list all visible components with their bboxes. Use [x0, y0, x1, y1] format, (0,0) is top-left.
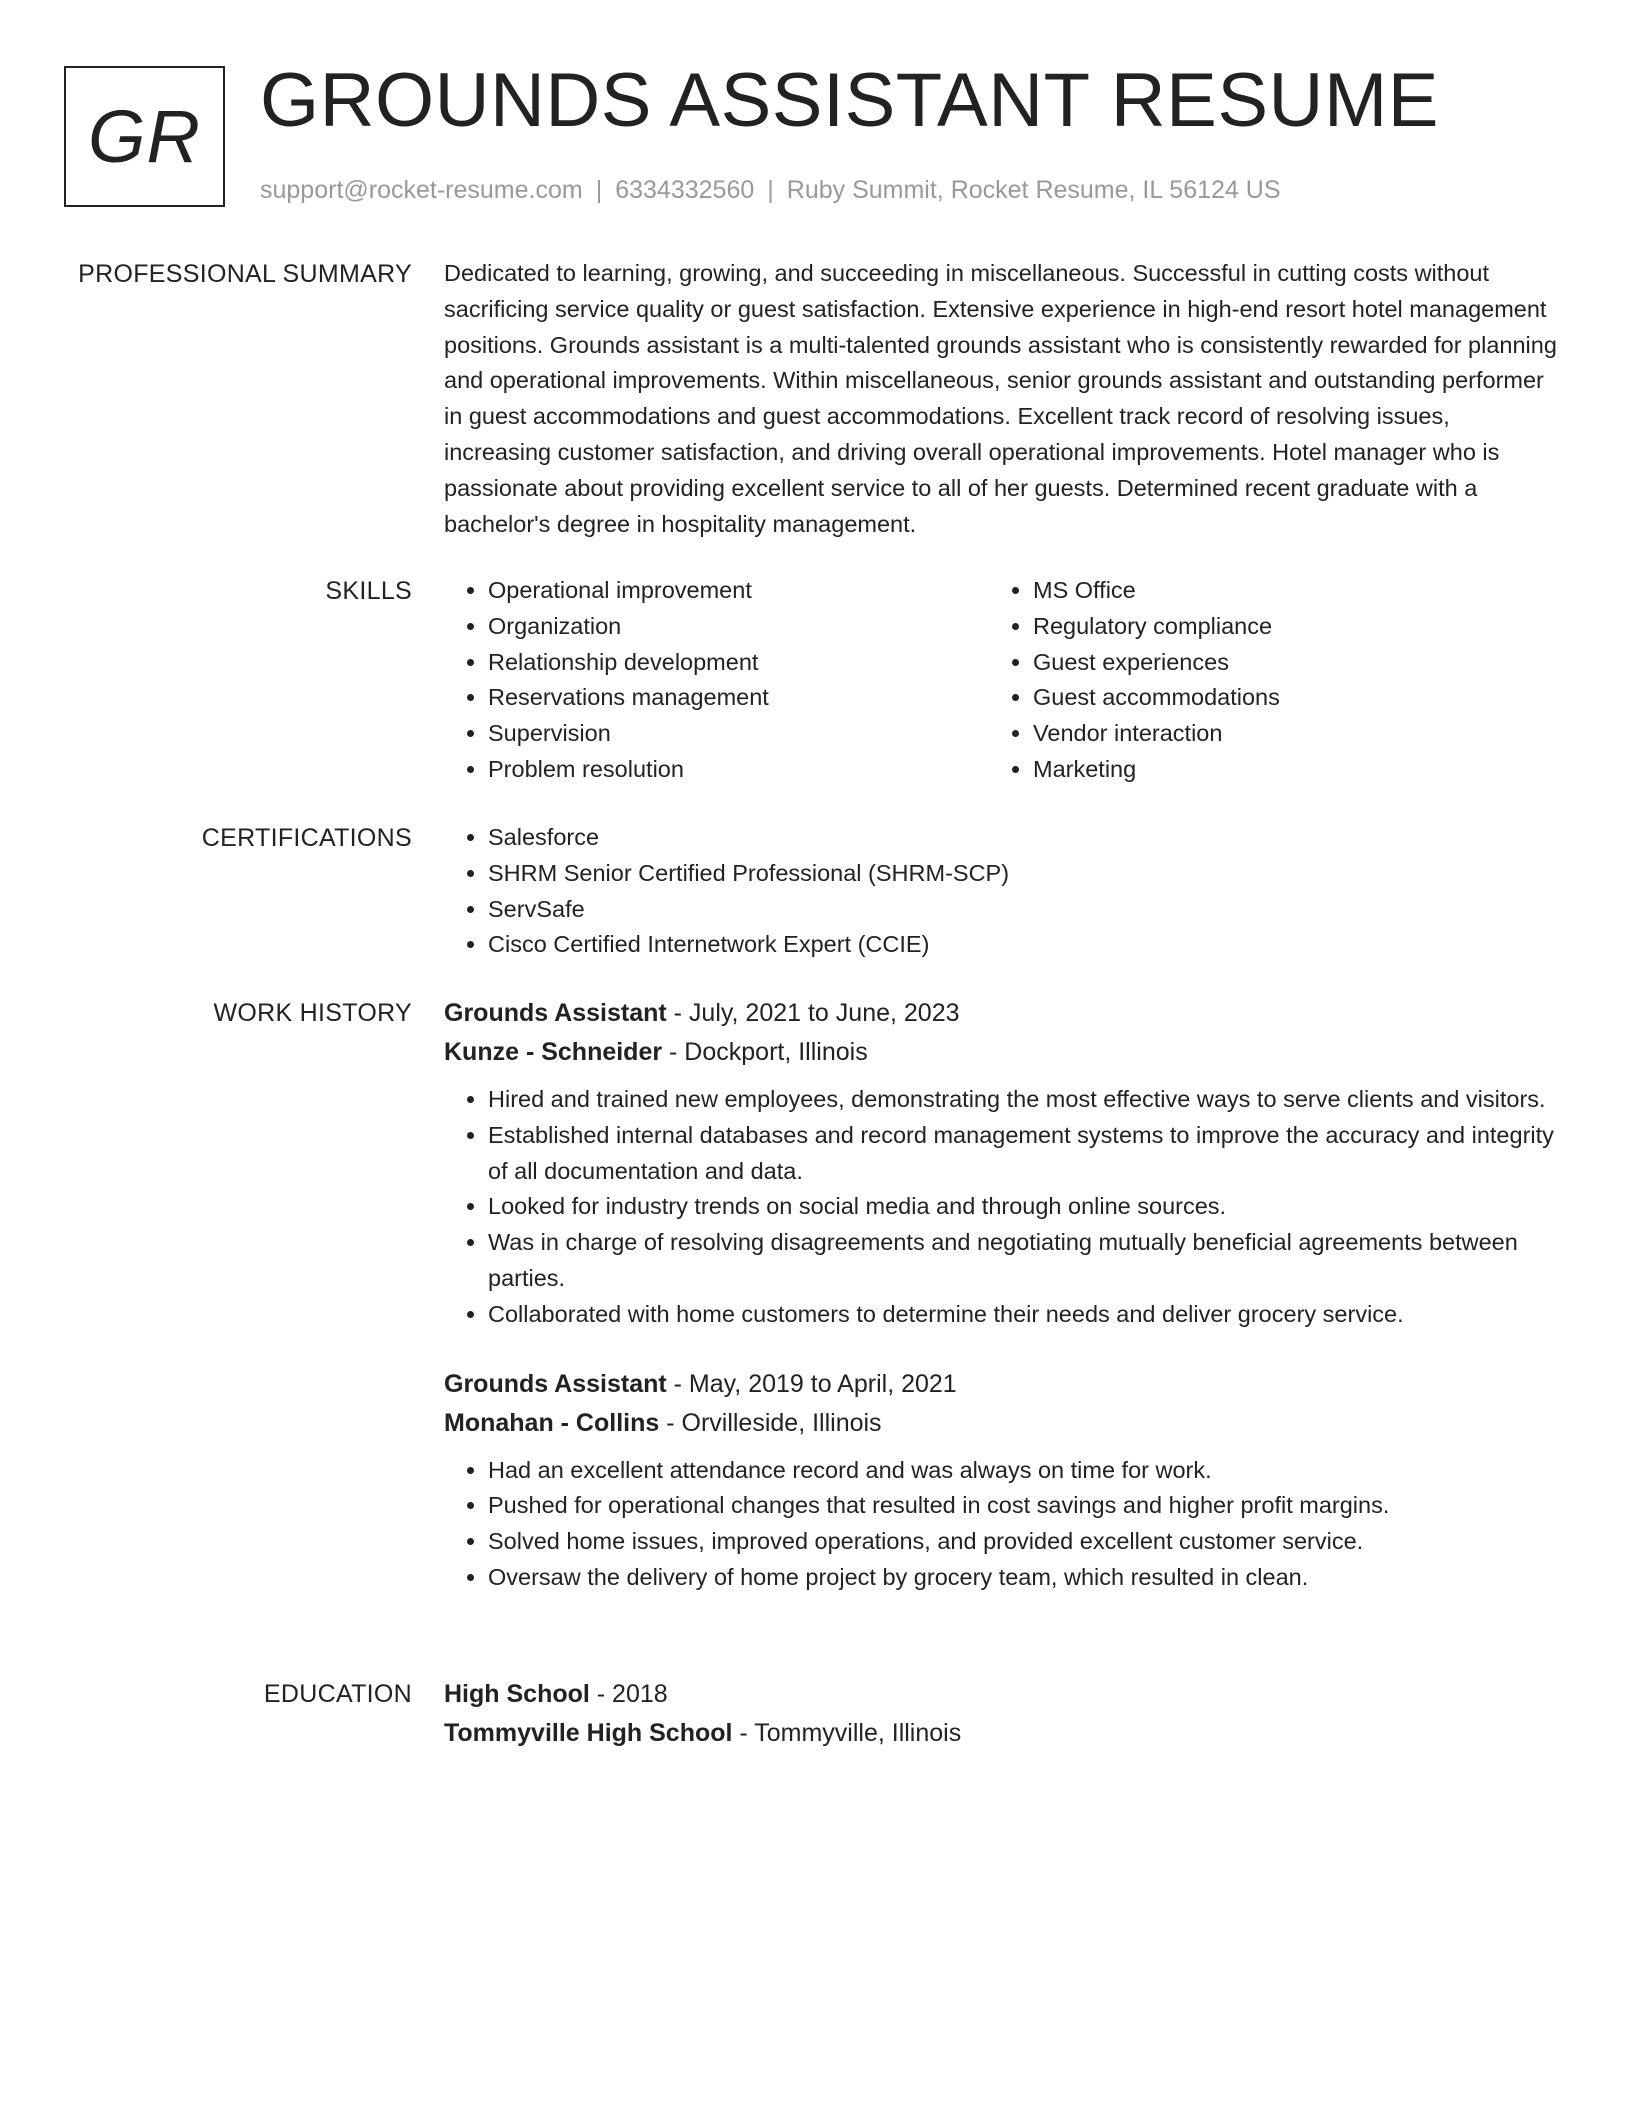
monogram-box — [64, 66, 225, 207]
monogram-initials: GR — [88, 95, 201, 178]
section-label-summary: PROFESSIONAL SUMMARY — [78, 260, 412, 288]
job-duty: • Established internal databases and record management systems to improve the accuracy and integrity of all documentation and data. — [488, 1118, 1559, 1190]
job-duties-list — [444, 1453, 1559, 1596]
certification-item: • SHRM Senior Certified Professional (SHRM-SCP) — [488, 856, 1559, 892]
job-duty: • Oversaw the delivery of home project by grocery team, which resulted in clean. — [488, 1560, 1559, 1596]
education-year: - 2018 — [589, 1680, 668, 1708]
summary-text: Dedicated to learning, growing, and succeeding in miscellaneous. Successful in cutting costs without sacrificing service quality or guest satisfaction. Extensive experience in high-end resort hotel management positions. Grounds assistant is a multi-talented grounds assistant who is consistently rewarded for planning and operational improvements. Within miscellaneous, senior grounds assistant and outstanding performer in guest accommodations and guest accommodations. Excellent track record of resolving issues, increasing customer satisfaction, and driving overall operational improvements. Hotel manager who is passionate about providing excellent service to all of her guests. Determined recent graduate with a bachelor's degree in hospitality management. — [444, 260, 1557, 537]
resume-title: GROUNDS ASSISTANT RESUME — [260, 58, 1439, 143]
summary-body — [444, 256, 1559, 542]
job-location: - Dockport, Illinois — [662, 1038, 868, 1066]
job-duty: • Pushed for operational changes that resulted in cost savings and higher profit margins. — [488, 1488, 1559, 1524]
work-history-body — [444, 994, 1559, 1596]
section-label-work-history: WORK HISTORY — [213, 999, 412, 1027]
job-dates: - July, 2021 to June, 2023 — [666, 999, 960, 1027]
contact-separator: | — [767, 176, 774, 204]
job-company-line — [444, 1404, 1559, 1443]
job-entry — [444, 994, 1559, 1333]
skills-column-left — [444, 573, 989, 788]
skill-item: • Vendor interaction — [1033, 716, 1534, 752]
contact-email: support@rocket-resume.com — [260, 176, 583, 204]
certification-item: • ServSafe — [488, 892, 1559, 928]
job-title: Grounds Assistant — [444, 999, 667, 1027]
job-duty: • Hired and trained new employees, demonstrating the most effective ways to serve clients and visitors. — [488, 1082, 1559, 1118]
skills-list-right — [989, 573, 1534, 788]
education-degree-line — [444, 1675, 1559, 1714]
skills-list-left — [444, 573, 989, 788]
education-degree: High School — [444, 1680, 590, 1708]
skill-item: • Regulatory compliance — [1033, 609, 1534, 645]
education-school: Tommyville High School — [444, 1719, 733, 1747]
contact-line — [260, 173, 1281, 207]
skill-item: • Organization — [488, 609, 989, 645]
contact-address: Ruby Summit, Rocket Resume, IL 56124 US — [786, 176, 1281, 204]
job-duty: • Had an excellent attendance record and was always on time for work. — [488, 1453, 1559, 1489]
certification-item: • Cisco Certified Internetwork Expert (CCIE) — [488, 927, 1559, 963]
section-label-education: EDUCATION — [263, 1680, 412, 1708]
contact-separator: | — [595, 176, 603, 204]
skill-item: • Guest accommodations — [1033, 680, 1534, 716]
skill-item: • Marketing — [1033, 752, 1534, 788]
skill-item: • MS Office — [1033, 573, 1534, 609]
skill-item: • Problem resolution — [488, 752, 989, 788]
job-title-line — [444, 994, 1559, 1033]
job-entry — [444, 1365, 1559, 1596]
skills-column-right — [989, 573, 1534, 788]
skills-body — [444, 573, 1559, 788]
education-body — [444, 1675, 1559, 1753]
job-title-line — [444, 1365, 1559, 1404]
certification-item: • Salesforce — [488, 820, 1559, 856]
contact-phone: 6334332560 — [615, 176, 755, 204]
job-duty: • Looked for industry trends on social media and through online sources. — [488, 1189, 1559, 1225]
job-company: Monahan - Collins — [444, 1408, 660, 1437]
certifications-list — [444, 820, 1559, 963]
job-dates: - May, 2019 to April, 2021 — [666, 1369, 957, 1398]
education-school-line — [444, 1714, 1559, 1753]
education-location: - Tommyville, Illinois — [732, 1719, 962, 1747]
job-company: Kunze - Schneider — [444, 1038, 663, 1066]
job-location: - Orvilleside, Illinois — [659, 1408, 882, 1437]
certifications-body — [444, 820, 1559, 963]
job-company-line — [444, 1033, 1559, 1072]
job-duty: • Collaborated with home customers to determine their needs and deliver grocery service. — [488, 1297, 1559, 1333]
skill-item: • Operational improvement — [488, 573, 989, 609]
job-duty: • Was in charge of resolving disagreements and negotiating mutually beneficial agreements between parties. — [488, 1225, 1559, 1297]
skill-item: • Reservations management — [488, 680, 989, 716]
job-duty: • Solved home issues, improved operations, and provided excellent customer service. — [488, 1524, 1559, 1560]
skill-item: • Guest experiences — [1033, 645, 1534, 681]
skill-item: • Relationship development — [488, 645, 989, 681]
section-label-skills: SKILLS — [325, 577, 412, 605]
section-label-certifications: CERTIFICATIONS — [201, 824, 412, 852]
job-title: Grounds Assistant — [444, 1369, 667, 1398]
job-duties-list — [444, 1082, 1559, 1333]
skill-item: • Supervision — [488, 716, 989, 752]
